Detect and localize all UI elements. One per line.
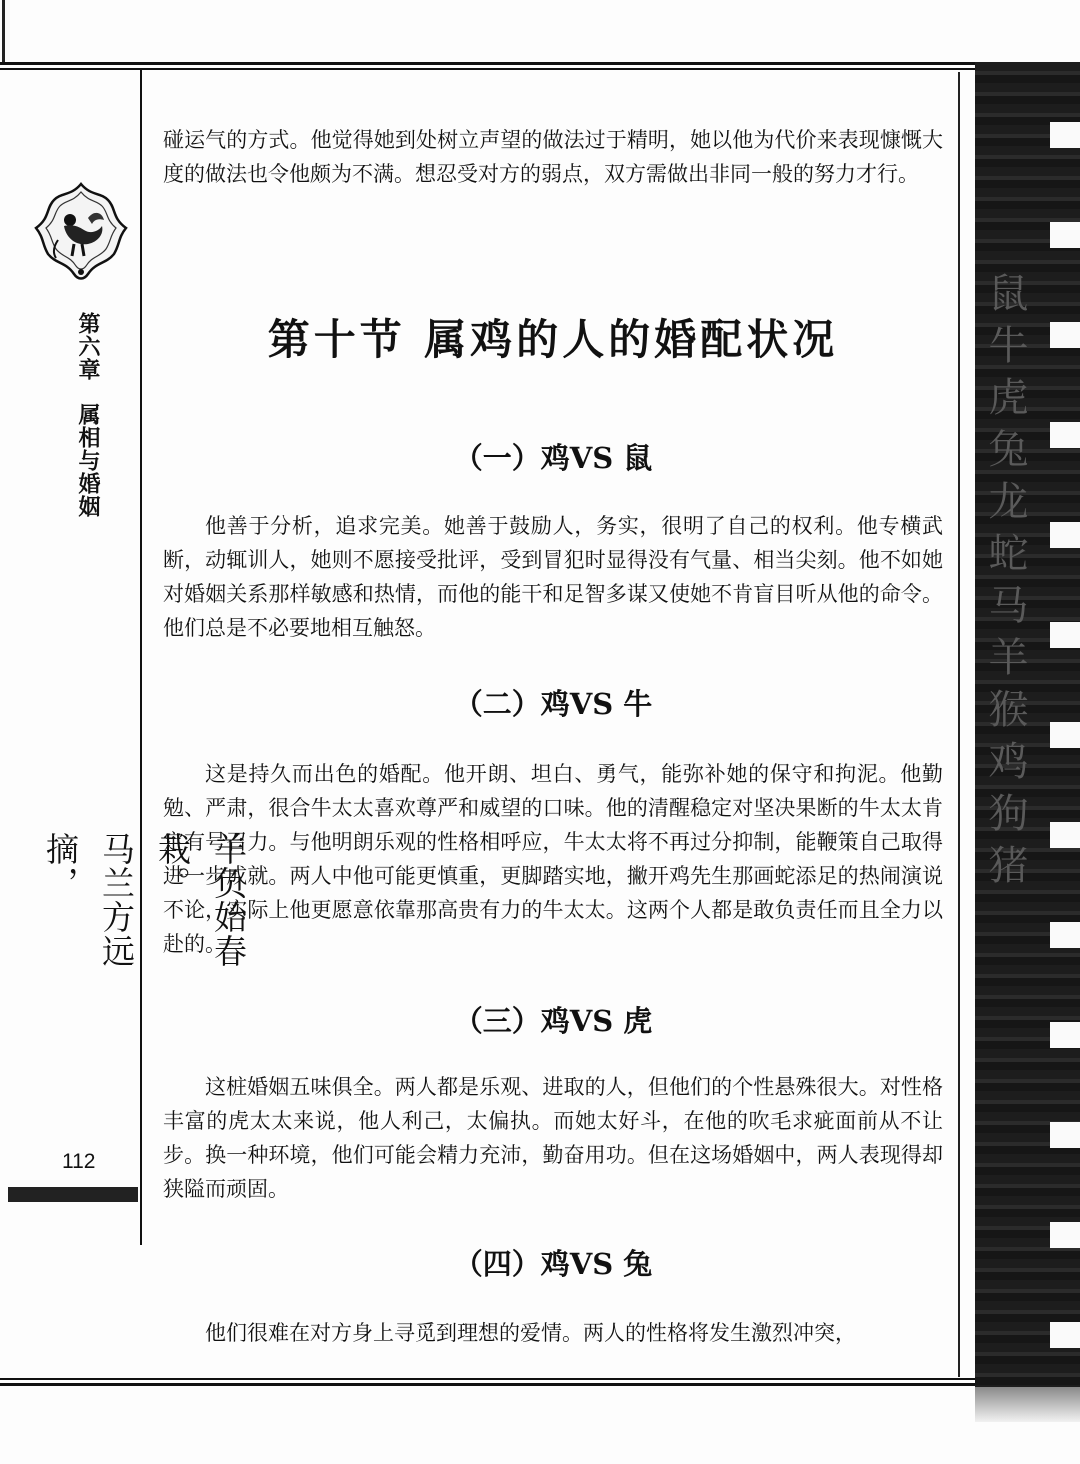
paragraph-rabbit: 他们很难在对方身上寻觅到理想的爱情。两人的性格将发生激烈冲突， — [205, 1321, 856, 1345]
outer-border-left — [2, 0, 5, 62]
decorative-strip — [975, 62, 1080, 1387]
content-frame-right — [958, 72, 960, 1377]
page-number: 112 — [62, 1150, 96, 1173]
chapter-label: 第六章 — [75, 312, 100, 381]
subheading-tiger: （三）鸡VS 虎 — [453, 1004, 653, 1038]
chapter-title: 属相与婚姻 — [75, 403, 100, 518]
page-bar — [8, 1187, 138, 1202]
subheading-ox: （二）鸡VS 牛 — [453, 687, 653, 721]
paragraph-rat: 他善于分析，追求完美。她善于鼓励人，务实，很明了自己的权利。他专横武断，动辄训人，她则不愿接受批评，受到冒犯时显得没有气量、相当尖刻。他不如她对婚姻关系那样敏感和热情，而他的能干和足智多谋又使她不肯盲目听从他的命令。他们总是不必要地相互触怒。 — [163, 514, 943, 640]
strip-fade — [975, 1387, 1080, 1422]
chapter-running-head — [62, 312, 102, 518]
subheading-rat: （一）鸡VS 鼠 — [453, 441, 653, 475]
top-rule — [0, 62, 975, 65]
rooster-emblem-icon — [28, 180, 134, 286]
bottom-rule-thin — [0, 1378, 975, 1380]
intro-paragraph: 碰运气的方式。他觉得她到处树立声望的做法过于精明，她以他为代价来表现慷慨大度的做法也令他颇为不满。想忍受对方的弱点，双方需做出非同一般的努力才行。 — [163, 128, 943, 186]
section-title: 第十节 属鸡的人的婚配状况 — [267, 315, 839, 364]
paragraph-ox: 这是持久而出色的婚配。他开朗、坦白、勇气，能弥补她的保守和拘泥。他勤勉、严肃，很合牛太太喜欢尊严和威望的口味。他的清醒稳定对坚决果断的牛太太肯定有号召力。与他明朗乐观的性格相呼应，牛太太将不再过分抑制，能鞭策自己取得进一步成就。两人中他可能更慎重，更脚踏实地，撇开鸡先生那画蛇添足的热闹演说不论，实际上他更愿意依靠那高贵有力的牛太太。这两个人都是敢负责任而且全力以赴的。 — [163, 762, 943, 956]
paragraph-tiger: 这桩婚姻五味俱全。两人都是乐观、进取的人，但他们的个性悬殊很大。对性格丰富的虎太太来说，他人利己，太偏执。而她太好斗，在他的吹毛求疵面前从不让步。换一种环境，他们可能会精力充沛，勤奋用功。但在这场婚姻中，两人表现得却狭隘而顽固。 — [163, 1075, 943, 1201]
poem-line-2: 马兰方远摘， — [41, 832, 136, 968]
poem-line-1: 羊负始春栽。 — [153, 832, 248, 968]
strip-glyphs: 鼠牛虎兔龙蛇马羊猴鸡狗猪 — [982, 272, 1028, 896]
bottom-rule — [0, 1383, 975, 1386]
top-rule-thin — [0, 68, 975, 70]
sidebar-divider — [140, 70, 142, 1245]
subheading-rabbit: （四）鸡VS 兔 — [453, 1247, 653, 1281]
